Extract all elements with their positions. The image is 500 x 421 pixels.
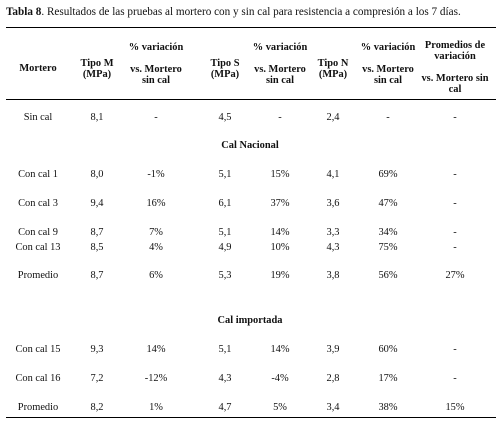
variacion-s-cell: 5% — [273, 402, 287, 413]
variacion-s-cell: 14% — [270, 227, 290, 238]
variacion-s-cell: 14% — [270, 344, 290, 355]
promedio-variacion-cell: 15% — [445, 402, 465, 413]
variacion-n-cell: 34% — [378, 227, 398, 238]
table-label: Tabla 8 — [6, 6, 42, 18]
header-mortero: Mortero — [19, 63, 57, 74]
tipo-m-cell: 8,5 — [90, 242, 104, 253]
header-tipo-n: Tipo N (MPa) — [317, 58, 349, 80]
tipo-s-cell: 4,7 — [218, 402, 232, 413]
tipo-s-cell: 5,1 — [218, 227, 232, 238]
variacion-n-cell: 17% — [378, 373, 398, 384]
tipo-m-cell: 8,7 — [90, 270, 104, 281]
promedio-variacion-cell: 27% — [445, 270, 465, 281]
mortero-cell: Promedio — [17, 270, 59, 281]
header-rule — [6, 99, 496, 100]
variacion-s-cell: - — [278, 112, 282, 123]
variacion-s-cell: -4% — [271, 373, 289, 384]
variacion-m-cell: 6% — [149, 270, 163, 281]
variacion-m-cell: 16% — [146, 198, 166, 209]
variacion-m-cell: -12% — [144, 373, 168, 384]
tipo-n-cell: 3,3 — [326, 227, 340, 238]
variacion-n-cell: 69% — [378, 169, 398, 180]
header-variacion-s: % variación vs. Mortero sin cal — [252, 42, 308, 86]
promedio-variacion-cell: - — [453, 169, 457, 180]
promedio-variacion-cell: - — [453, 373, 457, 384]
tipo-n-cell: 3,8 — [326, 270, 340, 281]
promedio-variacion-cell: - — [453, 112, 457, 123]
tipo-s-cell: 5,1 — [218, 169, 232, 180]
header-tipo-s: Tipo S (MPa) — [210, 58, 240, 80]
tipo-s-cell: 5,1 — [218, 344, 232, 355]
tipo-m-cell: 9,4 — [90, 198, 104, 209]
promedio-variacion-cell: - — [453, 242, 457, 253]
tipo-s-cell: 6,1 — [218, 198, 232, 209]
tipo-m-cell: 8,0 — [90, 169, 104, 180]
promedio-variacion-cell: - — [453, 198, 457, 209]
variacion-m-cell: 1% — [149, 402, 163, 413]
variacion-s-cell: 19% — [270, 270, 290, 281]
tipo-m-cell: 8,7 — [90, 227, 104, 238]
tipo-n-cell: 3,9 — [326, 344, 340, 355]
header-promedios: Promedios de variación vs. Mortero sin cal — [421, 40, 489, 95]
variacion-s-cell: 15% — [270, 169, 290, 180]
tipo-s-cell: 4,9 — [218, 242, 232, 253]
header-variacion-m: % variación vs. Mortero sin cal — [128, 42, 184, 86]
variacion-m-cell: 14% — [146, 344, 166, 355]
tipo-n-cell: 2,8 — [326, 373, 340, 384]
table-top-rule — [6, 27, 496, 28]
tipo-s-cell: 4,3 — [218, 373, 232, 384]
variacion-m-cell: - — [154, 112, 158, 123]
header-variacion-n: % variación vs. Mortero sin cal — [360, 42, 416, 86]
header-tipo-m: Tipo M (MPa) — [80, 58, 114, 80]
tipo-s-cell: 5,3 — [218, 270, 232, 281]
variacion-n-cell: 56% — [378, 270, 398, 281]
variacion-m-cell: -1% — [147, 169, 165, 180]
section-cal-nacional: Cal Nacional — [221, 140, 279, 151]
variacion-n-cell: 60% — [378, 344, 398, 355]
tipo-m-cell: 8,2 — [90, 402, 104, 413]
variacion-s-cell: 37% — [270, 198, 290, 209]
mortero-cell: Sin cal — [23, 112, 53, 123]
variacion-n-cell: 75% — [378, 242, 398, 253]
tipo-m-cell: 9,3 — [90, 344, 104, 355]
promedio-variacion-cell: - — [453, 344, 457, 355]
mortero-cell: Con cal 13 — [15, 242, 61, 253]
mortero-cell: Con cal 3 — [18, 198, 58, 209]
table-caption — [6, 6, 496, 19]
tipo-n-cell: 2,4 — [326, 112, 340, 123]
tipo-n-cell: 4,1 — [326, 169, 340, 180]
tipo-n-cell: 4,3 — [326, 242, 340, 253]
variacion-s-cell: 10% — [270, 242, 290, 253]
variacion-n-cell: 38% — [378, 402, 398, 413]
variacion-m-cell: 4% — [149, 242, 163, 253]
table-bottom-rule — [6, 417, 496, 418]
tipo-m-cell: 8,1 — [90, 112, 104, 123]
mortero-cell: Con cal 9 — [18, 227, 58, 238]
variacion-n-cell: 47% — [378, 198, 398, 209]
section-cal-importada: Cal importada — [217, 315, 283, 326]
variacion-n-cell: - — [386, 112, 390, 123]
mortero-cell: Promedio — [17, 402, 59, 413]
mortero-cell: Con cal 1 — [18, 169, 58, 180]
tipo-n-cell: 3,4 — [326, 402, 340, 413]
variacion-m-cell: 7% — [149, 227, 163, 238]
mortero-cell: Con cal 15 — [15, 344, 61, 355]
tipo-n-cell: 3,6 — [326, 198, 340, 209]
caption-text: . Resultados de las pruebas al mortero con y sin cal para resistencia a compresión a los 7 días. — [41, 6, 461, 18]
tipo-s-cell: 4,5 — [218, 112, 232, 123]
tipo-m-cell: 7,2 — [90, 373, 104, 384]
mortero-cell: Con cal 16 — [15, 373, 61, 384]
promedio-variacion-cell: - — [453, 227, 457, 238]
